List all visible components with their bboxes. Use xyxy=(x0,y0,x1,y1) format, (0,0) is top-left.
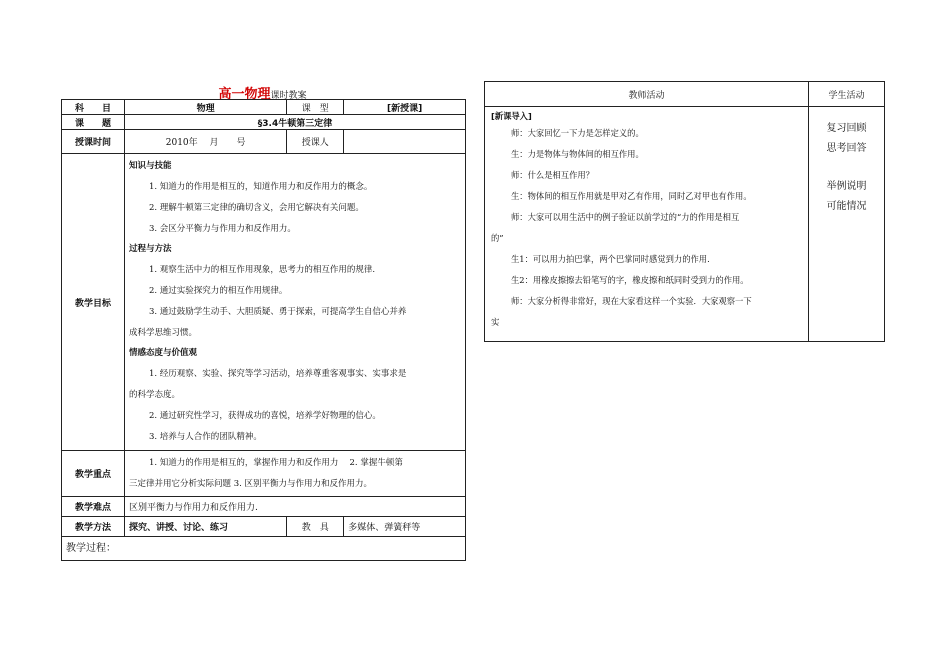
dialogue-line: 师：什么是相互作用？ xyxy=(511,170,594,180)
difficulty-value: 区别平衡力与作用力和反作用力. xyxy=(125,497,466,517)
goals-content xyxy=(125,154,466,451)
teacher-label: 授课人 xyxy=(287,130,344,154)
teacher-value xyxy=(344,130,466,154)
subject-value: 物理 xyxy=(125,100,287,115)
dialogue-line: 生：物体间的相互作用就是甲对乙有作用，同时乙对甲也有作用。 xyxy=(511,191,752,201)
student-line: 举例说明 xyxy=(826,181,867,192)
focus-line: 1. 知道力的作用是相互的，掌握作用力和反作用力 2. 掌握牛顿第 xyxy=(149,457,403,468)
goals-heading: 情感态度与价值观 xyxy=(129,348,198,358)
difficulty-label: 教学难点 xyxy=(62,497,125,517)
process-label: 教学过程： xyxy=(62,537,466,561)
type-label: 课 型 xyxy=(287,100,344,115)
time-value: 2010年 月 号 xyxy=(125,130,287,154)
tools-label: 教 具 xyxy=(287,517,344,537)
goal-line: 2. 理解牛顿第三定律的确切含义，会用它解决有关问题。 xyxy=(149,203,364,213)
teacher-activity-header: 教师活动 xyxy=(485,82,809,107)
dialogue-line: 师：大家分析得非常好，现在大家看这样一个实验．大家观察一下 xyxy=(511,296,752,306)
goal-line: 3. 会区分平衡力与作用力和反作用力。 xyxy=(149,224,296,234)
goals-heading: 过程与方法 xyxy=(129,244,172,254)
goals-label: 教学目标 xyxy=(62,154,125,451)
dialogue-line: 的” xyxy=(491,233,504,243)
student-line: 可能情况 xyxy=(826,201,867,212)
goal-line: 1. 经历观察、实验、探究等学习活动，培养尊重客观事实、实事求是 xyxy=(149,369,407,379)
goal-line: 3. 培养与人合作的团队精神。 xyxy=(149,432,262,442)
topic-label: 课 题 xyxy=(62,115,125,130)
teacher-activity-content xyxy=(485,107,809,342)
dialogue-line: 师：大家可以用生活中的例子验证以前学过的“力的作用是相互 xyxy=(511,212,740,222)
goal-line: 成科学思维习惯。 xyxy=(129,328,198,338)
student-line: 复习回顾 xyxy=(826,123,867,134)
title-sub: 课时教案 xyxy=(270,91,307,101)
dialogue-line: 生2：用橡皮擦擦去铅笔写的字，橡皮擦和纸同时受到力的作用。 xyxy=(511,275,749,285)
goal-line: 2. 通过实验探究力的相互作用规律。 xyxy=(149,286,288,296)
topic-value: §3.4牛顿第三定律 xyxy=(125,115,466,130)
student-activity-content xyxy=(809,107,885,342)
goals-heading: 知识与技能 xyxy=(129,161,172,171)
time-label: 授课时间 xyxy=(62,130,125,154)
method-label: 教学方法 xyxy=(62,517,125,537)
dialogue-line: 师：大家回忆一下力是怎样定义的。 xyxy=(511,128,644,138)
method-value: 探究、讲授、讨论、练习 xyxy=(125,517,287,537)
activity-table xyxy=(484,81,885,342)
student-line xyxy=(813,159,880,177)
dialogue-line: 生1：可以用力拍巴掌，两个巴掌同时感觉到力的作用. xyxy=(511,254,710,264)
focus-label: 教学重点 xyxy=(62,451,125,497)
dialogue-line: 实 xyxy=(491,317,500,327)
focus-line: 三定律并用它分析实际问题 3. 区别平衡力与作用力和反作用力。 xyxy=(129,478,373,489)
student-activity-header: 学生活动 xyxy=(809,82,885,107)
intro-heading: [新课导入] xyxy=(491,111,532,121)
title-main: 高一物理 xyxy=(218,87,271,102)
student-line: 思考回答 xyxy=(826,143,867,154)
subject-label: 科 目 xyxy=(62,100,125,115)
dialogue-line: 生：力是物体与物体间的相互作用。 xyxy=(511,149,644,159)
goal-line: 1. 知道力的作用是相互的，知道作用力和反作用力的概念。 xyxy=(149,182,373,192)
goal-line: 2. 通过研究性学习，获得成功的喜悦，培养学好物理的信心。 xyxy=(149,411,381,421)
tools-value: 多媒体、弹簧秤等 xyxy=(344,517,466,537)
goal-line: 的科学态度。 xyxy=(129,390,181,400)
goal-line: 3. 通过鼓励学生动手、大胆质疑、勇于探索，可提高学生自信心并养 xyxy=(149,307,407,317)
lesson-info-table xyxy=(61,99,466,561)
focus-content xyxy=(125,451,466,497)
page-title xyxy=(60,83,465,102)
type-value: [新授课] xyxy=(344,100,466,115)
goal-line: 1. 观察生活中力的相互作用现象，思考力的相互作用的规律. xyxy=(149,265,376,275)
